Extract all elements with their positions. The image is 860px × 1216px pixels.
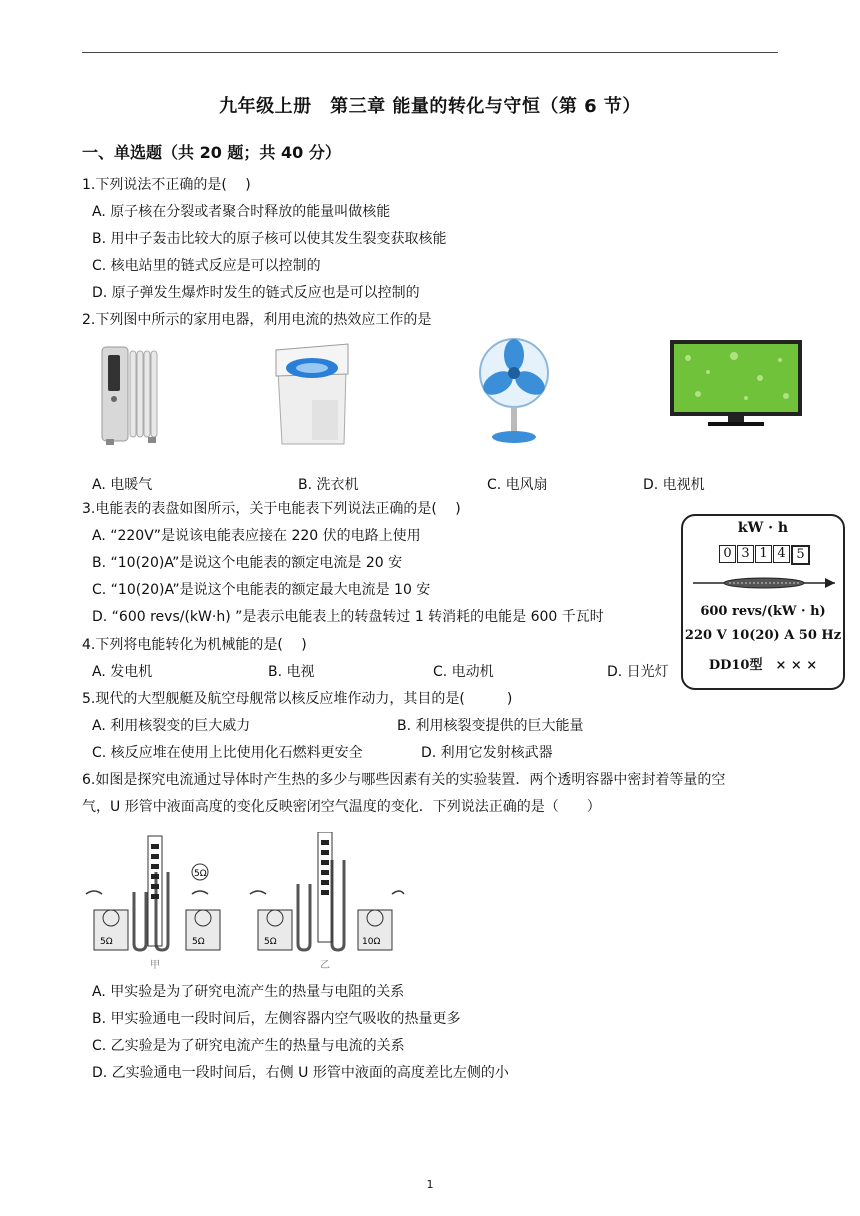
meter-digit: 0 (719, 545, 736, 563)
question-3-option-a[interactable]: A. “220V”是说该电能表应接在 220 伏的电路上使用 (92, 528, 421, 544)
left-container-a-label: 5Ω (100, 937, 113, 947)
question-1-option-a[interactable]: A. 原子核在分裂或者聚合时释放的能量叫做核能 (92, 204, 391, 220)
question-6-stem-line-2: 气，U 形管中液面高度的变化反映密闭空气温度的变化．下列说法正确的是（ ） (82, 799, 601, 815)
question-3-option-c[interactable]: C. “10(20)A”是说这个电能表的额定最大电流是 10 安 (92, 582, 431, 598)
question-5-option-a[interactable]: A. 利用核裂变的巨大威力 (92, 718, 251, 734)
meter-digit: 4 (773, 545, 790, 563)
question-2-stem: 2.下列图中所示的家用电器，利用电流的热效应工作的是 (82, 312, 432, 328)
question-4-option-d[interactable]: D. 日光灯 (607, 664, 669, 680)
meter-digit: 1 (755, 545, 772, 563)
question-2-option-c[interactable]: C. 电风扇 (487, 477, 548, 493)
section-heading: 一、单选题（共 20 题；共 40 分） (82, 143, 341, 162)
question-6-stem-line-1: 6.如图是探究电流通过导体时产生热的多少与哪些因素有关的实验装置．两个透明容器中密封着等量的空 (82, 772, 726, 788)
page-title: 九年级上册 第三章 能量的转化与守恒（第 6 节） (219, 96, 641, 117)
meter-model: DD10型 × × × (708, 658, 818, 673)
left-figure-label: 甲 (150, 960, 160, 971)
question-4-option-b[interactable]: B. 电视 (268, 664, 315, 680)
question-3-stem: 3.电能表的表盘如图所示，关于电能表下列说法正确的是( ) (82, 501, 461, 517)
question-1-option-b[interactable]: B. 用中子轰击比较大的原子核可以使其发生裂变获取核能 (92, 231, 447, 247)
question-4-stem: 4.下列将电能转化为机械能的是( ) (82, 637, 307, 653)
header-rule (82, 52, 778, 53)
question-2-option-a[interactable]: A. 电暖气 (92, 477, 153, 493)
question-6-option-d[interactable]: D. 乙实验通电一段时间后，右侧 U 形管中液面的高度差比左侧的小 (92, 1065, 509, 1081)
left-external-resistor-label: 5Ω (194, 869, 207, 879)
question-5-option-c[interactable]: C. 核反应堆在使用上比使用化石燃料更安全 (92, 745, 363, 761)
meter-revs: 600 revs/(kW · h) (700, 604, 826, 619)
question-6-option-b[interactable]: B. 甲实验通电一段时间后，左侧容器内空气吸收的热量更多 (92, 1011, 461, 1027)
question-3-option-b[interactable]: B. “10(20)A”是说这个电能表的额定电流是 20 安 (92, 555, 403, 571)
question-1-option-d[interactable]: D. 原子弹发生爆炸时发生的链式反应也是可以控制的 (92, 285, 420, 301)
washing-machine-image (272, 340, 352, 448)
question-3-option-d[interactable]: D. “600 revs/(kW·h) ”是表示电能表上的转盘转过 1 转消耗的电能是 600 千瓦时 (92, 609, 604, 625)
meter-digit: 5 (791, 545, 810, 565)
question-1-stem: 1.下列说法不正确的是( ) (82, 177, 251, 193)
page-number: 1 (426, 1178, 434, 1191)
question-5-option-b[interactable]: B. 利用核裂变提供的巨大能量 (397, 718, 584, 734)
question-4-option-c[interactable]: C. 电动机 (433, 664, 494, 680)
right-container-a-label: 5Ω (264, 937, 277, 947)
meter-digit: 3 (737, 545, 754, 563)
meter-disc-icon (689, 572, 839, 594)
meter-unit: kW · h (737, 520, 789, 536)
meter-spec: 220 V 10(20) A 50 Hz (684, 628, 842, 643)
electric-fan-image (474, 335, 554, 445)
joule-heating-experiment-figure (82, 832, 406, 974)
question-2-option-b[interactable]: B. 洗衣机 (298, 477, 359, 493)
right-container-b-label: 10Ω (362, 937, 381, 947)
electric-heater-image (100, 343, 164, 447)
question-4-option-a[interactable]: A. 发电机 (92, 664, 153, 680)
question-6-option-a[interactable]: A. 甲实验是为了研究电流产生的热量与电阻的关系 (92, 984, 405, 1000)
right-figure-label: 乙 (320, 960, 330, 971)
left-container-b-label: 5Ω (192, 937, 205, 947)
question-5-stem: 5.现代的大型舰艇及航空母舰常以核反应堆作动力，其目的是( ) (82, 691, 513, 707)
electricity-meter-figure (681, 514, 845, 690)
question-5-option-d[interactable]: D. 利用它发射核武器 (421, 745, 553, 761)
meter-digits (719, 545, 811, 565)
question-6-option-c[interactable]: C. 乙实验是为了研究电流产生的热量与电流的关系 (92, 1038, 405, 1054)
television-image (668, 338, 804, 432)
question-1-option-c[interactable]: C. 核电站里的链式反应是可以控制的 (92, 258, 321, 274)
question-2-option-d[interactable]: D. 电视机 (643, 477, 705, 493)
